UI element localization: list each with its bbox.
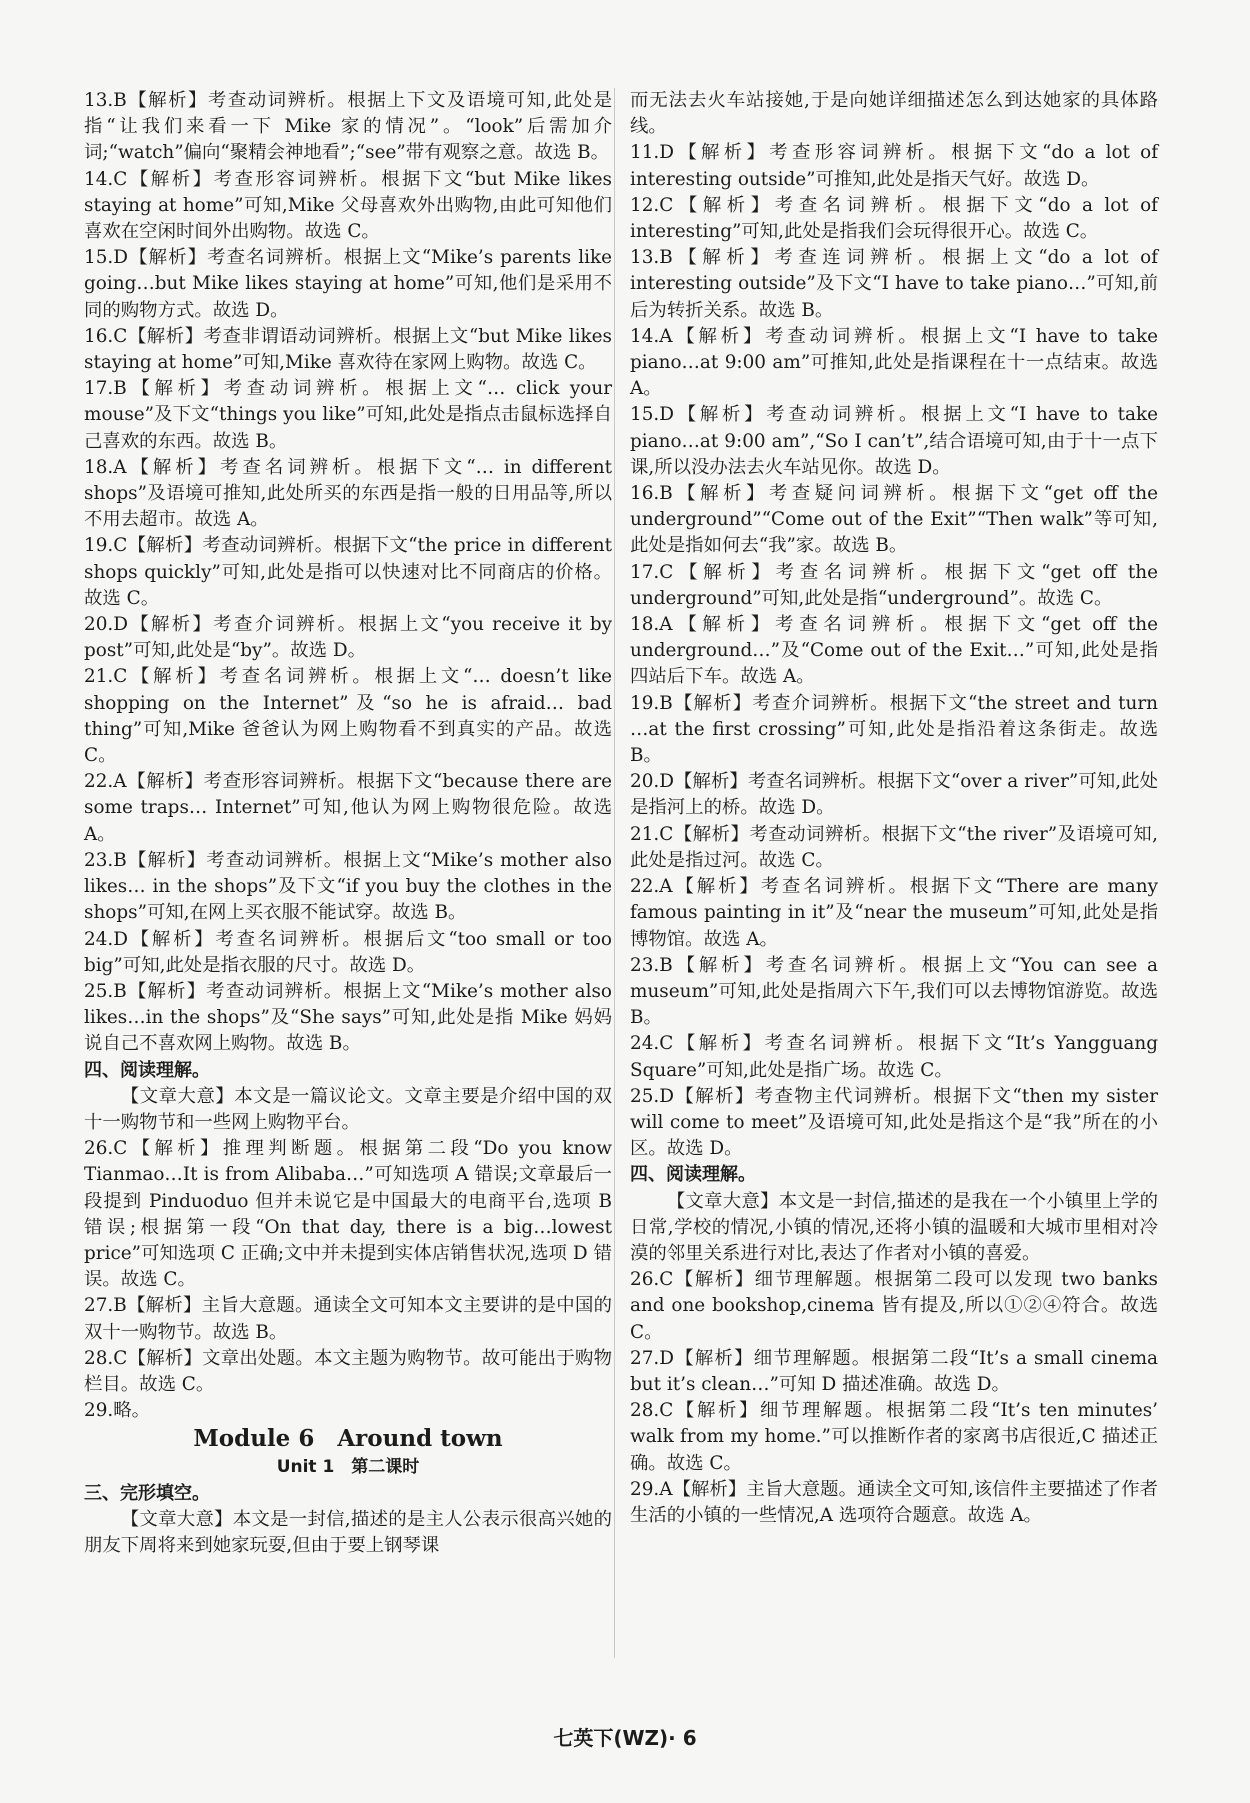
answer-item: 26.C【解析】推理判断题。根据第二段“Do you know Tianmao…It is from Alibaba…”可知选项 A 错误;文章最后一段提到 Pinduoduo 但并未说它是中国最大的电商平台,选项 B 错误;根据第一段“On that day, there is a big…lowest price”可知选项 C 正确;文中并未提到实体店销售状况,选项 D 错误。故选 C。 bbox=[84, 1138, 612, 1291]
answer-item: 23.B【解析】考查动词辨析。根据上文“Mike’s mother also likes… in the shops”及下文“if you buy the clothes in the shops”可知,在网上买衣服不能试穿。故选 B。 bbox=[84, 849, 612, 924]
answer-item: 28.C【解析】细节理解题。根据第二段“It’s ten minutes’ walk from my home.”可以推断作者的家离书店很近,C 描述正确。故选 C。 bbox=[630, 1400, 1158, 1474]
answer-item: 27.B【解析】主旨大意题。通读全文可知本文主要讲的是中国的双十一购物节。故选 B。 bbox=[84, 1295, 612, 1343]
answer-item: 17.B【解析】考查动词辨析。根据上文“… click your mouse”及下文“things you like”可知,此处是指点击鼠标选择自己喜欢的东西。故选 B。 bbox=[84, 378, 612, 452]
answer-item: 13.B【解析】考查动词辨析。根据上下文及语境可知,此处是指“让我们来看一下 Mike 家的情况”。“look”后需加介词;“watch”偏向“聚精会神地看”;“see”带有观察之意。故选 B。 bbox=[84, 90, 612, 164]
answer-item: 16.B【解析】考查疑问词辨析。根据下文“get off the underground”“Come out of the Exit”“Then walk”等可知,此处是指如何去“我”家。故选 B。 bbox=[630, 483, 1158, 557]
module-title: Module 6 Around town bbox=[193, 1425, 503, 1453]
answer-item: 18.A【解析】考查名词辨析。根据下文“get off the underground…”及“Come out of the Exit…”可知,此处是指四站后下车。故选 A。 bbox=[630, 614, 1158, 688]
answer-item: 16.C【解析】考查非谓语动词辨析。根据上文“but Mike likes staying at home”可知,Mike 喜欢待在家网上购物。故选 C。 bbox=[84, 325, 612, 374]
answer-item: 22.A【解析】考查形容词辨析。根据下文“because there are some traps… Internet”可知,他认为网上购物很危险。故选 A。 bbox=[84, 771, 612, 845]
answer-item: 22.A【解析】考查名词辨析。根据下文“There are many famous painting in it”及“near the museum”可知,此处是指博物馆。故选 A。 bbox=[630, 876, 1158, 950]
column-divider bbox=[614, 88, 615, 1658]
answer-item: 25.D【解析】考查物主代词辨析。根据下文“then my sister will come to meet”及语境可知,此处是指这个是“我”所在的小区。故选 D。 bbox=[630, 1085, 1158, 1160]
answer-item: 20.D【解析】考查名词辨析。根据下文“over a river”可知,此处是指河上的桥。故选 D。 bbox=[630, 771, 1158, 819]
unit-title: Unit 1 第二课时 bbox=[276, 1457, 420, 1478]
continued-paragraph: 而无法去火车站接她,于是向她详细描述怎么到达她家的具体路线。 bbox=[630, 90, 1158, 138]
answer-item: 19.C【解析】考查动词辨析。根据下文“the price in different shops quickly”可知,此处是指可以快速对比不同商店的价格。故选 C。 bbox=[84, 535, 612, 609]
answer-item: 23.B【解析】考查名词辨析。根据上文“You can see a museum”可知,此处是指周六下午,我们可以去博物馆游览。故选 B。 bbox=[630, 954, 1158, 1029]
section-heading: 四、阅读理解。 bbox=[84, 1059, 210, 1081]
answer-item: 11.D【解析】考查形容词辨析。根据下文“do a lot of interesting outside”可推知,此处是指天气好。故选 D。 bbox=[630, 142, 1158, 190]
answer-item: 29.略。 bbox=[84, 1400, 151, 1422]
answer-item: 17.C【解析】考查名词辨析。根据下文“get off the underground”可知,此处是指“underground”。故选 C。 bbox=[630, 561, 1158, 609]
answer-item: 28.C【解析】文章出处题。本文主题为购物节。故可能出于购物栏目。故选 C。 bbox=[84, 1347, 612, 1395]
answer-item: 27.D【解析】细节理解题。根据第二段“It’s a small cinema but it’s clean…”可知 D 描述准确。故选 D。 bbox=[630, 1347, 1158, 1395]
section-heading: 四、阅读理解。 bbox=[630, 1164, 756, 1186]
summary-paragraph: 【文章大意】本文是一篇议论文。文章主要是介绍中国的双十一购物节和一些网上购物平台。 bbox=[84, 1085, 612, 1133]
right-column bbox=[630, 88, 1158, 1529]
answer-item: 12.C【解析】考查名词辨析。根据下文“do a lot of interesting”可知,此处是指我们会玩得很开心。故选 C。 bbox=[630, 194, 1158, 243]
answer-item: 13.B【解析】考查连词辨析。根据上文“do a lot of interesting outside”及下文“I have to take piano…”可知,前后为转折关系。故选 B。 bbox=[630, 247, 1158, 321]
answer-item: 26.C【解析】细节理解题。根据第二段可以发现 two banks and one bookshop,cinema 皆有提及,所以①②④符合。故选 C。 bbox=[630, 1269, 1158, 1343]
answer-item: 24.C【解析】考查名词辨析。根据下文“It’s Yangguang Square”可知,此处是指广场。故选 C。 bbox=[630, 1033, 1158, 1081]
answer-item: 19.B【解析】考查介词辨析。根据下文“the street and turn …at the first crossing”可知,此处是指沿着这条街走。故选 B。 bbox=[630, 692, 1158, 767]
answer-item: 29.A【解析】主旨大意题。通读全文可知,该信件主要描述了作者生活的小镇的一些情况,A 选项符合题意。故选 A。 bbox=[630, 1478, 1158, 1526]
page-footer: 七英下(WZ)· 6 bbox=[553, 1726, 697, 1750]
answer-item: 14.A【解析】考查动词辨析。根据上文“I have to take piano…at 9:00 am”可推知,此处是指课程在十一点结束。故选 A。 bbox=[630, 325, 1158, 400]
answer-item: 20.D【解析】考查介词辨析。根据上文“you receive it by post”可知,此处是“by”。故选 D。 bbox=[84, 614, 612, 662]
answer-item: 15.D【解析】考查动词辨析。根据上文“I have to take piano…at 9:00 am”,“So I can’t”,结合语境可知,由于十一点下课,所以没办法去火车站见你。故选 D。 bbox=[630, 404, 1158, 478]
answer-item: 24.D【解析】考查名词辨析。根据后文“too small or too big”可知,此处是指衣服的尺寸。故选 D。 bbox=[84, 928, 612, 976]
answer-item: 14.C【解析】考查形容词辨析。根据下文“but Mike likes staying at home”可知,Mike 父母喜欢外出购物,由此可知他们喜欢在空闲时间外出购物。故选 C。 bbox=[84, 168, 612, 243]
answer-item: 25.B【解析】考查动词辨析。根据上文“Mike’s mother also likes…in the shops”及“She says”可知,此处是指 Mike 妈妈说自己不喜欢网上购物。故选 B。 bbox=[84, 980, 612, 1055]
summary-paragraph: 【文章大意】本文是一封信,描述的是主人公表示很高兴她的朋友下周将来到她家玩耍,但由于要上钢琴课 bbox=[84, 1508, 612, 1556]
section-heading: 三、完形填空。 bbox=[84, 1482, 210, 1504]
answer-item: 18.A【解析】考查名词辨析。根据下文“… in different shops”及语境可推知,此处所买的东西是指一般的日用品等,所以不用去超市。故选 A。 bbox=[84, 456, 612, 531]
summary-paragraph: 【文章大意】本文是一封信,描述的是我在一个小镇里上学的日常,学校的情况,小镇的情况,还将小镇的温暖和大城市里相对冷漠的邻里关系进行对比,表达了作者对小镇的喜爱。 bbox=[630, 1190, 1158, 1264]
left-column bbox=[84, 88, 612, 1559]
answer-item: 21.C【解析】考查动词辨析。根据下文“the river”及语境可知,此处是指过河。故选 C。 bbox=[630, 823, 1158, 871]
answer-item: 21.C【解析】考查名词辨析。根据上文“… doesn’t like shopping on the Internet”及“so he is afraid… bad thing”可知,Mike 爸爸认为网上购物看不到真实的产品。故选 C。 bbox=[84, 666, 612, 767]
answer-item: 15.D【解析】考查名词辨析。根据上文“Mike’s parents like going…but Mike likes staying at home”可知,他们是采用不同的购物方式。故选 D。 bbox=[84, 247, 612, 321]
